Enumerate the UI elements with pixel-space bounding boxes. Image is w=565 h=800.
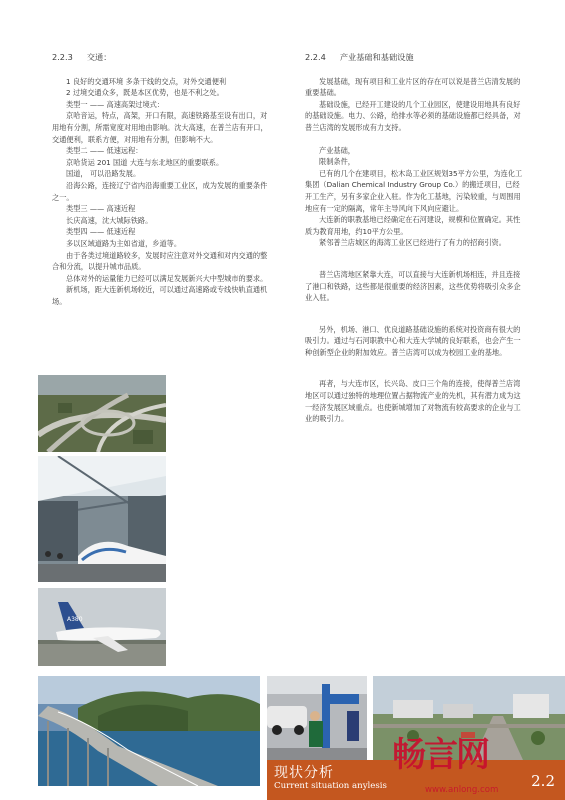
- paragraph: 另外，机场、港口、优良道路基础设施的系统对投资商有很大的吸引力。通过与石河职教中心和大连大学城的良好联系，也会产生一种创新型企业的附加效应。普兰店湾可以成为校园工业的基地。: [305, 324, 521, 357]
- section-heading-industry: [305, 52, 523, 64]
- paragraph: 长庆高速，沈大城际铁路。: [66, 215, 153, 225]
- paragraph: 产业基础，: [319, 145, 355, 155]
- paragraph: 由于各类过境道路较多，发展时应注意对外交通和对内交通的整合和分流，以提升城市品质。: [52, 250, 268, 272]
- paragraph: 2 过境交通众多，既是本区优势，也是不利之处。: [66, 88, 224, 98]
- paragraph: 基础设施，已经开工建设的几个工业园区，使建设用地具有良好的基础设施。电力、公路，给排水等必须的基础设施都已经具备，对普兰店湾的发展形成有力支持。: [305, 99, 521, 132]
- watermark-url: www.anlong.com: [425, 785, 499, 795]
- section-number: 2.2.3: [52, 52, 73, 62]
- paragraph: 京哈音运，特点，高架，开口有限，高速铁路基至设有出口，对用地有分割，所需宽度对用地由影响。沈大高速，在普兰店有开口，交通便利，联系方便，对用地有分割，但影响不大。: [52, 111, 268, 144]
- paragraph: 限制条件，: [319, 157, 355, 167]
- section-title: 产业基础和基础设施: [339, 52, 414, 62]
- paragraph: 大连新的职教基地已经确定在石河建设，规模和位置确定。其性质为教育用地，约10平方公里。: [305, 215, 521, 236]
- page-number: 2.2: [531, 772, 555, 790]
- paragraph: 发展基础，现有项目和工业片区的存在可以说是普兰店清发展的重要基础。: [305, 76, 521, 98]
- paragraph: 1 良好的交通环境 多条干线的交点，对外交通便利: [66, 76, 227, 86]
- paragraph: 京哈货运 201 国道 大连与东北地区的重要联系。: [66, 157, 224, 167]
- section-number: 2.2.4: [305, 52, 326, 62]
- paragraph: 多以区域道路为主如省道，乡道等。: [66, 238, 182, 248]
- paragraph: 再者，与大连市区，长兴岛、皮口三个角的连接，使得普兰店湾地区可以通过独特的地理位置占据物流产业的先机，其有潜力成为这一经济发展区域重点。也使新城增加了对物流有较高要求的企业与工业的吸引力。: [305, 379, 521, 424]
- left-column: [52, 52, 270, 307]
- paragraph: 已有的几个在建项目，松木岛工业区规划35平方公里，为连化工集团（Dalian Chemical Industry Group Co.）的搬迁项目，已经开工生产，另有多家企业入驻。作为化工基地，污染较重，与周围用地应有一定的隔离，常年主导风向下风向应避让。: [305, 168, 523, 213]
- paragraph: 紧邻普兰店城区的海湾工业区已经进行了有力的招商引资。: [319, 238, 506, 248]
- section-title: 交通：: [86, 52, 112, 62]
- footer-title: 现状分析: [274, 765, 334, 781]
- workshop-photo: [267, 676, 367, 760]
- paragraph: 国道， 可以沿路发展。: [66, 169, 141, 179]
- right-column: [305, 52, 523, 425]
- paragraph: 沿海公路，连接辽宁省内沿海重要工业区，成为发展的重要条件之一。: [52, 180, 268, 202]
- train-station-photo: [38, 456, 166, 582]
- airplane-photo: [38, 588, 166, 666]
- footer-subtitle: Current situation anylesis: [274, 781, 387, 791]
- paragraph: 类型一 —— 高速高架过境式：: [66, 99, 165, 109]
- watermark-logo: 畅言网: [392, 735, 488, 775]
- paragraph: 总体对外的运量能力已经可以满足发展新兴大中型城市的要求。: [66, 273, 268, 283]
- paragraph: 普兰店湾地区紧靠大连，可以直接与大连新机场相连，并且连接了港口和铁路，这些都是很重要的经济因素，这些优势将吸引众多企业入驻。: [305, 269, 521, 303]
- paragraph: 类型二 —— 低速远程：: [66, 146, 143, 156]
- bridge-coast-photo: [38, 676, 260, 786]
- highway-interchange-photo: [38, 375, 166, 452]
- paragraph: 类型三 —— 高速近程: [66, 204, 136, 214]
- svg-text:A380: A380: [67, 616, 83, 623]
- paragraph: 类型四 —— 低速近程: [66, 227, 136, 237]
- paragraph: 新机场，距大连新机场较近，可以通过高速路或专线快轨直通机场。: [52, 285, 268, 306]
- section-heading-traffic: [52, 52, 270, 64]
